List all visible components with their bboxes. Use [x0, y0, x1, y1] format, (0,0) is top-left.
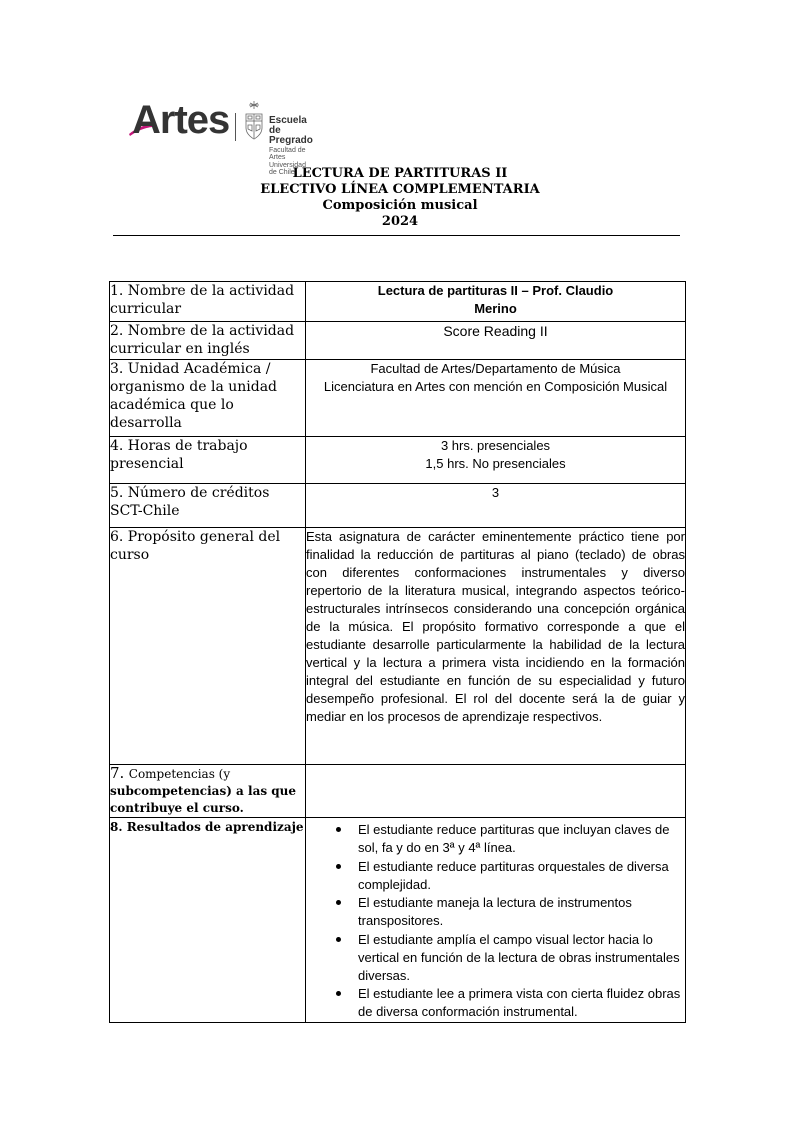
row-value: [306, 282, 686, 322]
row-label: 5. Número de créditos SCT-Chile: [110, 484, 306, 528]
logo-wordmark: Artes: [132, 98, 230, 142]
row-label: 2. Nombre de la actividad curricular en inglés: [110, 322, 306, 360]
document-title-block: [100, 166, 700, 230]
row-label: 1. Nombre de la actividad curricular: [110, 282, 306, 322]
year: 2024: [381, 214, 419, 229]
list-item: El estudiante lee a primera vista con cierta fluidez obras de diversa conformación instrumental.: [336, 985, 685, 1021]
table-row: [110, 322, 686, 360]
table-row: [110, 765, 686, 818]
subcompetencies-label: subcompetencias) a las que contribuye el curso.: [110, 784, 297, 815]
table-row: [110, 360, 686, 437]
row-label: [110, 765, 306, 818]
row-value: [306, 818, 686, 1023]
learning-outcomes-list: [306, 821, 685, 1021]
row-label: 6. Propósito general del curso: [110, 528, 306, 765]
line-type: ELECTIVO LÍNEA COMPLEMENTARIA: [260, 182, 540, 197]
list-item: El estudiante amplía el campo visual lector hacia lo vertical en función de la lectura de obras instrumentales diversas.: [336, 931, 685, 985]
row-value: Esta asignatura de carácter eminentemente práctico tiene por finalidad la reducción de partituras al piano (teclado) de obras con diferentes conformaciones instrumentales y diverso repertorio de la literatura musical, integrando aspectos teórico-estructurales intrínsecos considerando una concepción orgánica de la música. El propósito formativo corresponde a que el estudiante desarrolle particularmente la habilidad de la lectura vertical y la lectura a primera vista incidiendo en la formación integral del estudiante en función de su especialidad y futuro desempeño profesional. El rol del docente será la de guiar y mediar en los procesos de aprendizaje respectivos.: [306, 528, 686, 765]
table-row: [110, 484, 686, 528]
logo-divider: [235, 113, 236, 141]
row-value: [306, 437, 686, 484]
row-label: 8. Resultados de aprendizaje: [110, 818, 306, 1023]
university-name: Universidad de Chile: [269, 162, 306, 176]
row-number: 7.: [110, 764, 125, 782]
unit-line1: Facultad de Artes/Departamento de Música: [370, 361, 621, 376]
school-name: Escuela de Pregrado: [269, 115, 313, 146]
hours-line2: 1,5 hrs. No presenciales: [425, 456, 566, 471]
table-row: [110, 818, 686, 1023]
row-label: 3. Unidad Académica / organismo de la unidad académica que lo desarrolla: [110, 360, 306, 437]
course-name-line2: Merino: [474, 301, 517, 316]
title-divider: [113, 235, 680, 236]
program-name: Composición musical: [322, 198, 478, 213]
row-value: Score Reading II: [306, 322, 686, 360]
unit-line2: Licenciatura en Artes con mención en Composición Musical: [323, 379, 668, 394]
list-item: El estudiante maneja la lectura de instrumentos transpositores.: [336, 894, 685, 930]
list-item: El estudiante reduce partituras orquestales de diversa complejidad.: [336, 858, 685, 894]
course-title: LECTURA DE PARTITURAS II: [292, 166, 508, 181]
table-row: [110, 437, 686, 484]
row-label: 4. Horas de trabajo presencial: [110, 437, 306, 484]
list-item: El estudiante reduce partituras que incluyan claves de sol, fa y do en 3ª y 4ª línea.: [336, 821, 685, 857]
course-name-line1: Lectura de partituras II – Prof. Claudio: [377, 283, 614, 298]
row-value: [306, 360, 686, 437]
row-value: 3: [306, 484, 686, 528]
syllabus-table: [109, 281, 686, 1023]
table-row: [110, 528, 686, 765]
faculty-name: Facultad de Artes: [269, 147, 306, 161]
row-value: [306, 765, 686, 818]
competencies-label: Competencias (y: [128, 767, 231, 781]
hours-line1: 3 hrs. presenciales: [440, 438, 551, 453]
table-row: [110, 282, 686, 322]
university-seal-icon: [242, 100, 266, 144]
